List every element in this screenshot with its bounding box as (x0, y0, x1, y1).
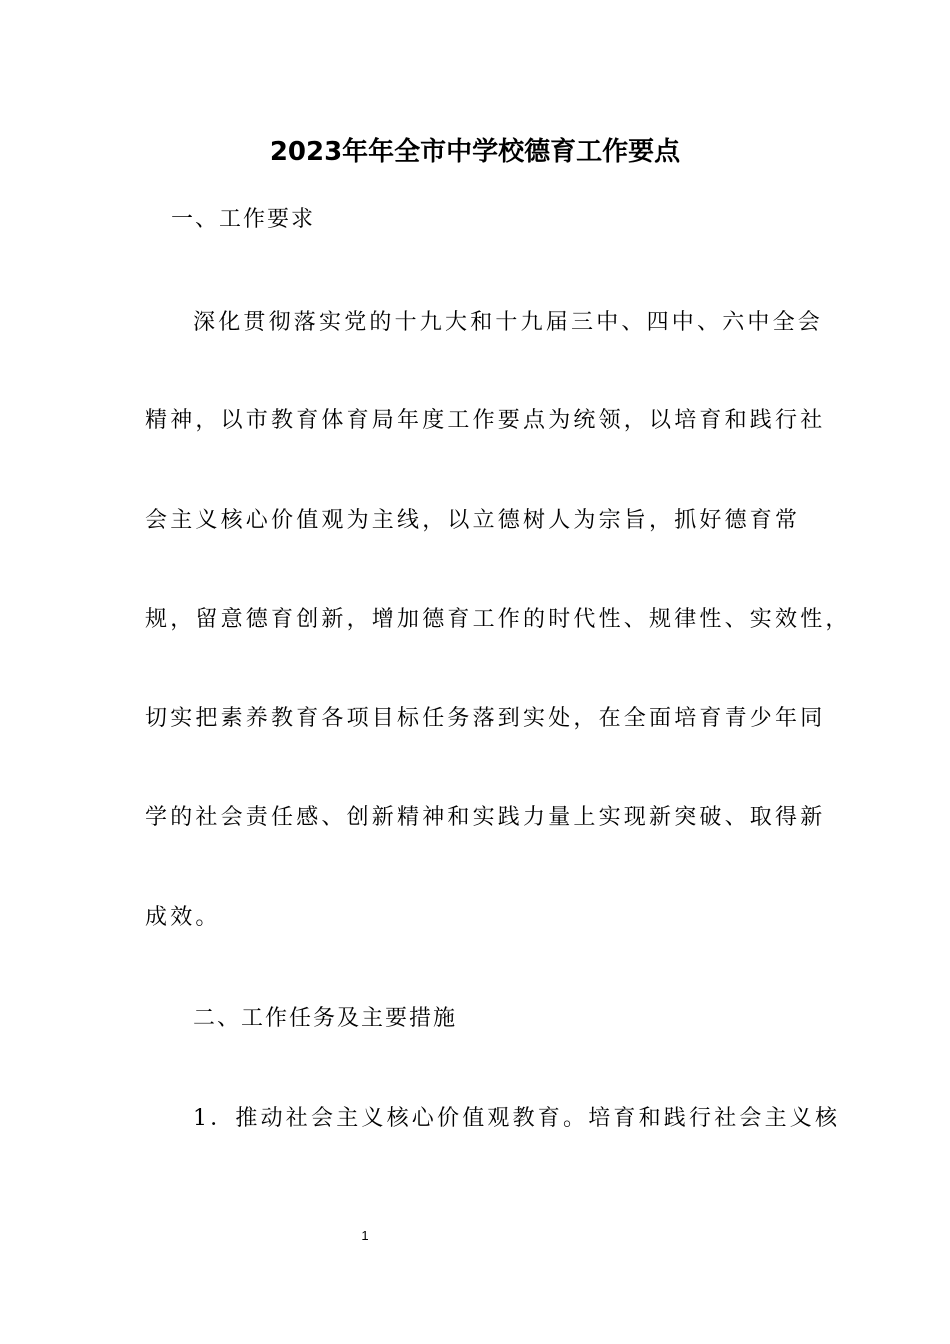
paragraph-line: 成效。 (145, 905, 221, 930)
paragraph-line: 深化贯彻落实党的十九大和十九届三中、四中、六中全会 (193, 310, 824, 335)
page-number: 1 (361, 1228, 369, 1243)
paragraph-line: 精神，以市教育体育局年度工作要点为统领，以培育和践行社 (145, 408, 826, 433)
document-title: 2023年年全市中学校德育工作要点 (269, 137, 681, 167)
section-heading-requirements: 一、工作要求 (171, 207, 316, 232)
list-item-line: 1．推动社会主义核心价值观教育。培育和践行社会主义核 (193, 1106, 841, 1131)
paragraph-line: 切实把素养教育各项目标任务落到实处，在全面培育青少年同 (145, 706, 826, 731)
paragraph-line: 会主义核心价值观为主线，以立德树人为宗旨，抓好德育常 (145, 508, 801, 533)
paragraph-line: 学的社会责任感、创新精神和实践力量上实现新突破、取得新 (145, 805, 826, 830)
section-heading-tasks: 二、工作任务及主要措施 (193, 1006, 458, 1031)
paragraph-line: 规，留意德育创新，增加德育工作的时代性、规律性、实效性， (145, 607, 851, 632)
